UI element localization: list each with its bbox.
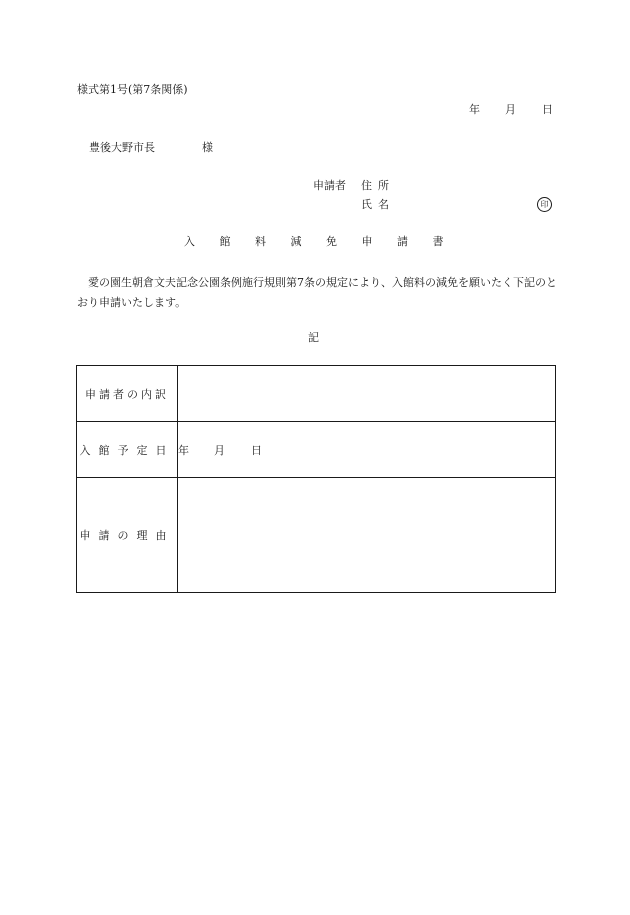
title-char: 減: [290, 235, 302, 248]
name-label: 氏名: [361, 198, 395, 211]
applicant-label: 申請者: [313, 179, 346, 192]
title-char: 請: [397, 235, 408, 248]
visit-date-label: [77, 422, 178, 478]
applicant-address-row: [313, 179, 395, 193]
table-row: [77, 478, 556, 593]
date-year-label: 年: [469, 103, 480, 116]
visit-date-field[interactable]: [178, 422, 556, 478]
body-text: 愛の園生朝倉文夫記念公園条例施行規則第7条の規定により、入館料の減免を願いたく下記のとおり申請いたします。: [77, 276, 557, 309]
reason-label: [77, 478, 178, 593]
title-char: 申: [361, 235, 373, 248]
form-number: 様式第1号(第7条関係): [77, 83, 188, 96]
applicant-breakdown-field[interactable]: [178, 366, 556, 422]
title-char: 料: [255, 235, 266, 248]
visit-date-label-text: 入館予定日: [79, 443, 175, 457]
address-label: 住所: [361, 179, 395, 192]
applicant-breakdown-label-text: 申請者の内訳: [85, 387, 169, 401]
title-char: 入: [184, 235, 195, 248]
date-day-label: 日: [542, 103, 553, 116]
addressee-name: 豊後大野市長: [89, 141, 155, 154]
title-char: 書: [432, 235, 444, 248]
title-char: 免: [326, 235, 337, 248]
document-title: [184, 235, 468, 249]
date-line: [469, 103, 553, 117]
title-char: 館: [219, 235, 231, 248]
reason-field[interactable]: [178, 478, 556, 593]
table-row: [77, 422, 556, 478]
details-table: [76, 365, 556, 593]
reason-label-text: 申請の理由: [79, 529, 175, 542]
date-month-label: 月: [505, 103, 516, 116]
applicant-breakdown-label: [77, 366, 178, 422]
applicant-name-row: [361, 198, 395, 212]
addressee: [89, 141, 213, 155]
table-row: [77, 366, 556, 422]
visit-year-label: 年: [178, 443, 189, 457]
seal-icon: 印: [537, 197, 552, 212]
ki-heading: 記: [308, 331, 319, 344]
addressee-honorific: 様: [202, 141, 213, 154]
visit-month-label: 月: [214, 443, 225, 457]
visit-day-label: 日: [251, 443, 262, 457]
